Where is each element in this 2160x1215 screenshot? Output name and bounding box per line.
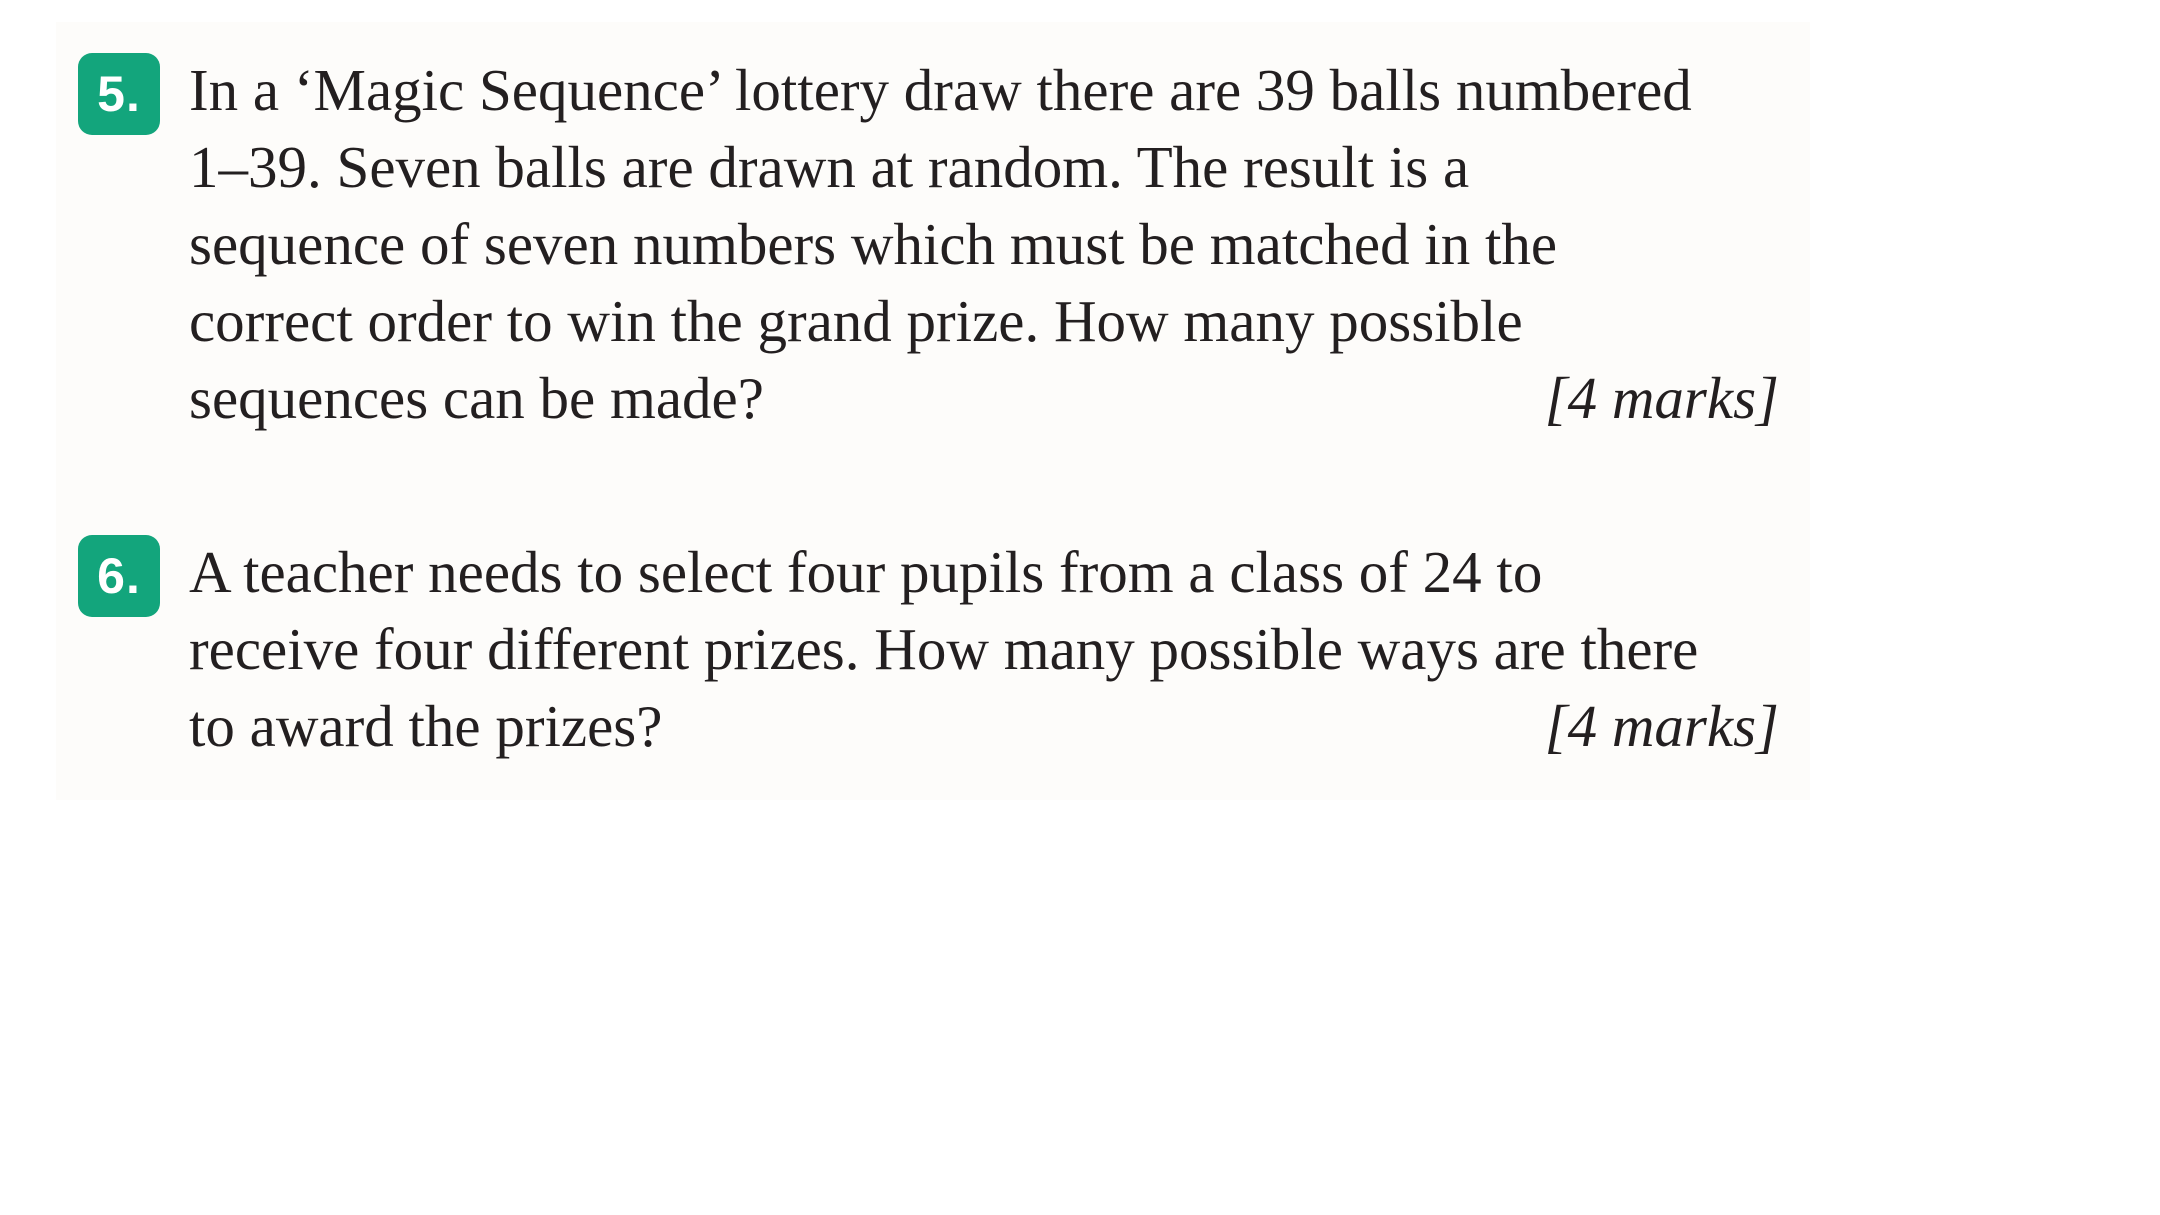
question-number-badge: 6. <box>78 535 160 617</box>
question-line: A teacher needs to select four pupils from a class of 24 to <box>189 539 1543 605</box>
question-text <box>189 534 1779 765</box>
question-line: 1–39. Seven balls are drawn at random. The result is a <box>189 134 1470 200</box>
question-text <box>189 52 1779 437</box>
question-line: In a ‘Magic Sequence’ lottery draw there are 39 balls numbered <box>189 57 1692 123</box>
question-line: receive four different prizes. How many possible ways are there <box>189 616 1699 682</box>
question-line: sequence of seven numbers which must be matched in the <box>189 211 1558 277</box>
question-line: sequences can be made? <box>189 365 764 431</box>
questions-panel <box>56 22 1810 800</box>
marks-label: [4 marks] <box>1544 365 1779 431</box>
question-last-line <box>189 360 1779 437</box>
question-number-badge: 5. <box>78 53 160 135</box>
question-last-line <box>189 688 1779 765</box>
question-line: to award the prizes? <box>189 693 663 759</box>
marks-label: [4 marks] <box>1544 693 1779 759</box>
question-line: correct order to win the grand prize. How many possible <box>189 288 1523 354</box>
